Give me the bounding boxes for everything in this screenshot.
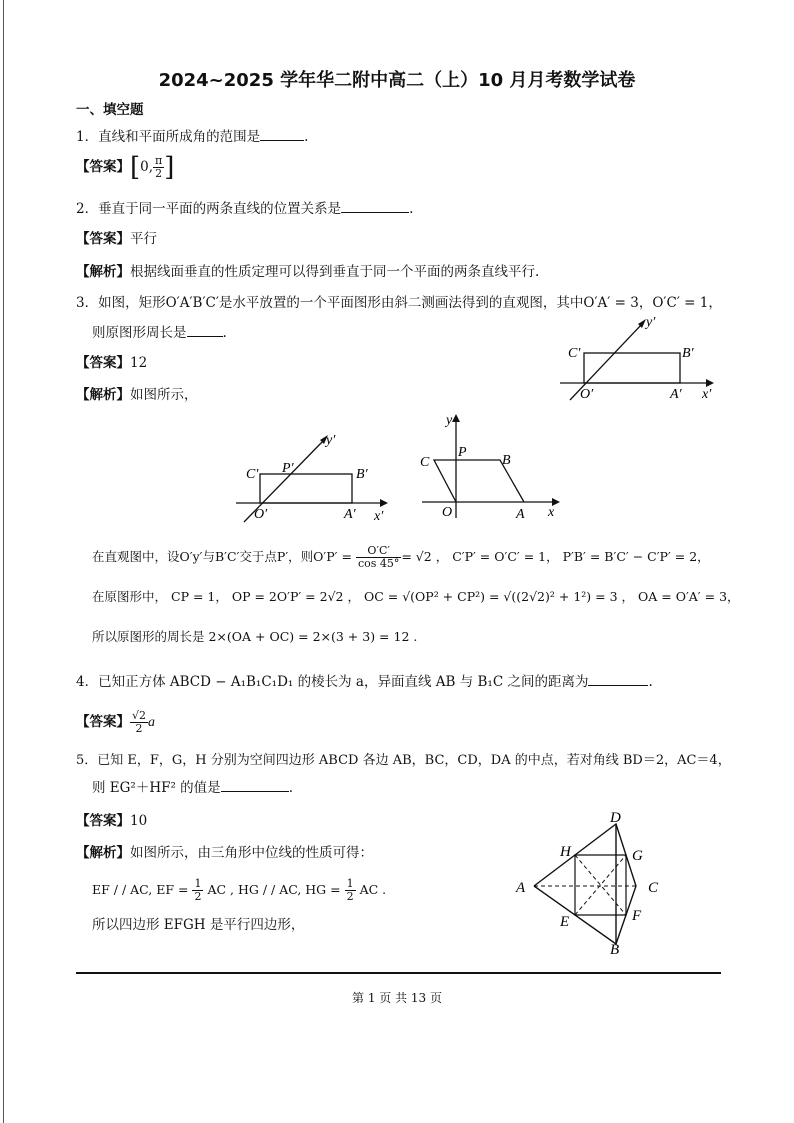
answer-3: 【答案】12 xyxy=(76,355,148,371)
tetrahedron-outline xyxy=(534,824,636,944)
section-heading: 一、填空题 xyxy=(76,102,144,118)
label-G: G xyxy=(632,848,643,864)
figure-q3-solution-intuitive xyxy=(232,428,392,528)
question-5-cont: 则 EG²＋HF² 的值是 . xyxy=(92,780,293,796)
question-5: 5．已知 E，F，G，H 分别为空间四边形 ABCD 各边 AB，BC，CD，DA 的中点，若对角线 BD＝2，AC＝4， xyxy=(76,753,731,768)
x-arrow xyxy=(706,379,714,387)
label-E: E xyxy=(560,914,570,930)
solution-3-line3: 所以原图形的周长是 2×(OA + OC) = 2×(3 + 3) = 12 . xyxy=(92,629,418,644)
label-D: D xyxy=(610,810,621,826)
answer-blank xyxy=(588,673,648,686)
rectangle xyxy=(584,353,680,383)
solution-5-equations: EF / / AC, EF = $\frac{1}{2}$ AC , HG / / AC, HG = $\frac{1}{2}$ AC . xyxy=(92,877,387,903)
label-C: C xyxy=(420,455,430,470)
question-2: 2．垂直于同一平面的两条直线的位置关系是 . xyxy=(76,201,414,217)
question-3-cont: 则原图形周长是 . xyxy=(92,325,227,341)
label-B: B xyxy=(502,453,511,468)
solution-5-conclusion: 所以四边形 EFGH 是平行四边形， xyxy=(92,917,305,933)
label-B: B xyxy=(610,942,620,956)
label-H: H xyxy=(560,844,571,860)
page-left-border xyxy=(3,0,4,1123)
footer-divider xyxy=(76,972,721,974)
label-O: O′ xyxy=(580,387,594,402)
label-A: A xyxy=(516,507,525,522)
label-P: P xyxy=(458,445,467,460)
answer-4: 【答案】 $\frac{√2}{2}$ a xyxy=(76,709,156,735)
figure-q5-tetrahedron xyxy=(512,806,672,956)
question-1: 1．直线和平面所成角的范围是 . xyxy=(76,129,309,145)
label-C: C′ xyxy=(246,467,259,482)
label-y: y′ xyxy=(646,315,656,330)
answer-blank xyxy=(221,779,289,792)
figure-q3-intuitive xyxy=(556,312,716,402)
answer-1: 【答案】[0, $\frac{\pi}{2}$ ] xyxy=(76,152,175,183)
answer-blank xyxy=(187,324,223,337)
answer-blank xyxy=(260,128,304,141)
x-arrow xyxy=(380,499,388,507)
label-C: C′ xyxy=(568,346,581,361)
figure-q3-solution-original xyxy=(412,410,562,522)
label-F: F xyxy=(632,908,642,924)
label-A: A xyxy=(516,880,526,896)
label-O: O xyxy=(442,505,453,520)
page-number: 第 1 页 共 13 页 xyxy=(352,991,442,1005)
label-y: y xyxy=(446,413,453,428)
analysis-2: 【解析】根据线面垂直的性质定理可以得到垂直于同一个平面的两条直线平行. xyxy=(76,264,540,280)
label-A: A′ xyxy=(670,387,682,402)
solution-3-line1: 在直观图中，设O′y′与B′C′交于点P′，则O′P′ = $\frac{O'C'}{\cos 45^\circ}$ = √2 ， C′P′ = O′C′ = 1， P′B′ = B′C′ − C′P′ = 2， xyxy=(92,544,710,570)
solution-3-line2: 在原图形中， CP = 1， OP = 2O′P′ = 2√2 ， OC = √(OP² + CP²) = √((2√2)² + 1²) = 3 ， OA = O′A′ = 3， xyxy=(92,589,740,604)
answer-blank xyxy=(341,200,409,213)
y-arrow xyxy=(452,414,460,422)
label-C: C xyxy=(648,880,659,896)
question-3: 3．如图，矩形O′A′B′C′是水平放置的一个平面图形由斜二测画法得到的直观图，其中O′A′ = 3，O′C′ = 1， xyxy=(76,295,722,311)
label-A: A′ xyxy=(344,507,356,522)
label-x: x′ xyxy=(702,387,712,402)
answer-5: 【答案】10 xyxy=(76,813,148,829)
answer-2: 【答案】平行 xyxy=(76,231,157,247)
label-x: x xyxy=(548,505,555,520)
label-B: B′ xyxy=(356,467,368,482)
label-P: P′ xyxy=(282,461,294,476)
question-4: 4．已知正方体 ABCD − A₁B₁C₁D₁ 的棱长为 a，异面直线 AB 与 B₁C 之间的距离为 . xyxy=(76,674,653,690)
analysis-3: 【解析】如图所示， xyxy=(76,387,198,403)
label-O: O′ xyxy=(254,507,268,522)
rectangle xyxy=(260,474,352,503)
label-B: B′ xyxy=(682,346,694,361)
label-x: x′ xyxy=(374,509,384,524)
label-y: y′ xyxy=(326,433,336,448)
page-title: 2024~2025 学年华二附中高二（上）10 月月考数学试卷 xyxy=(158,70,636,91)
analysis-5: 【解析】如图所示，由三角形中位线的性质可得： xyxy=(76,845,373,861)
